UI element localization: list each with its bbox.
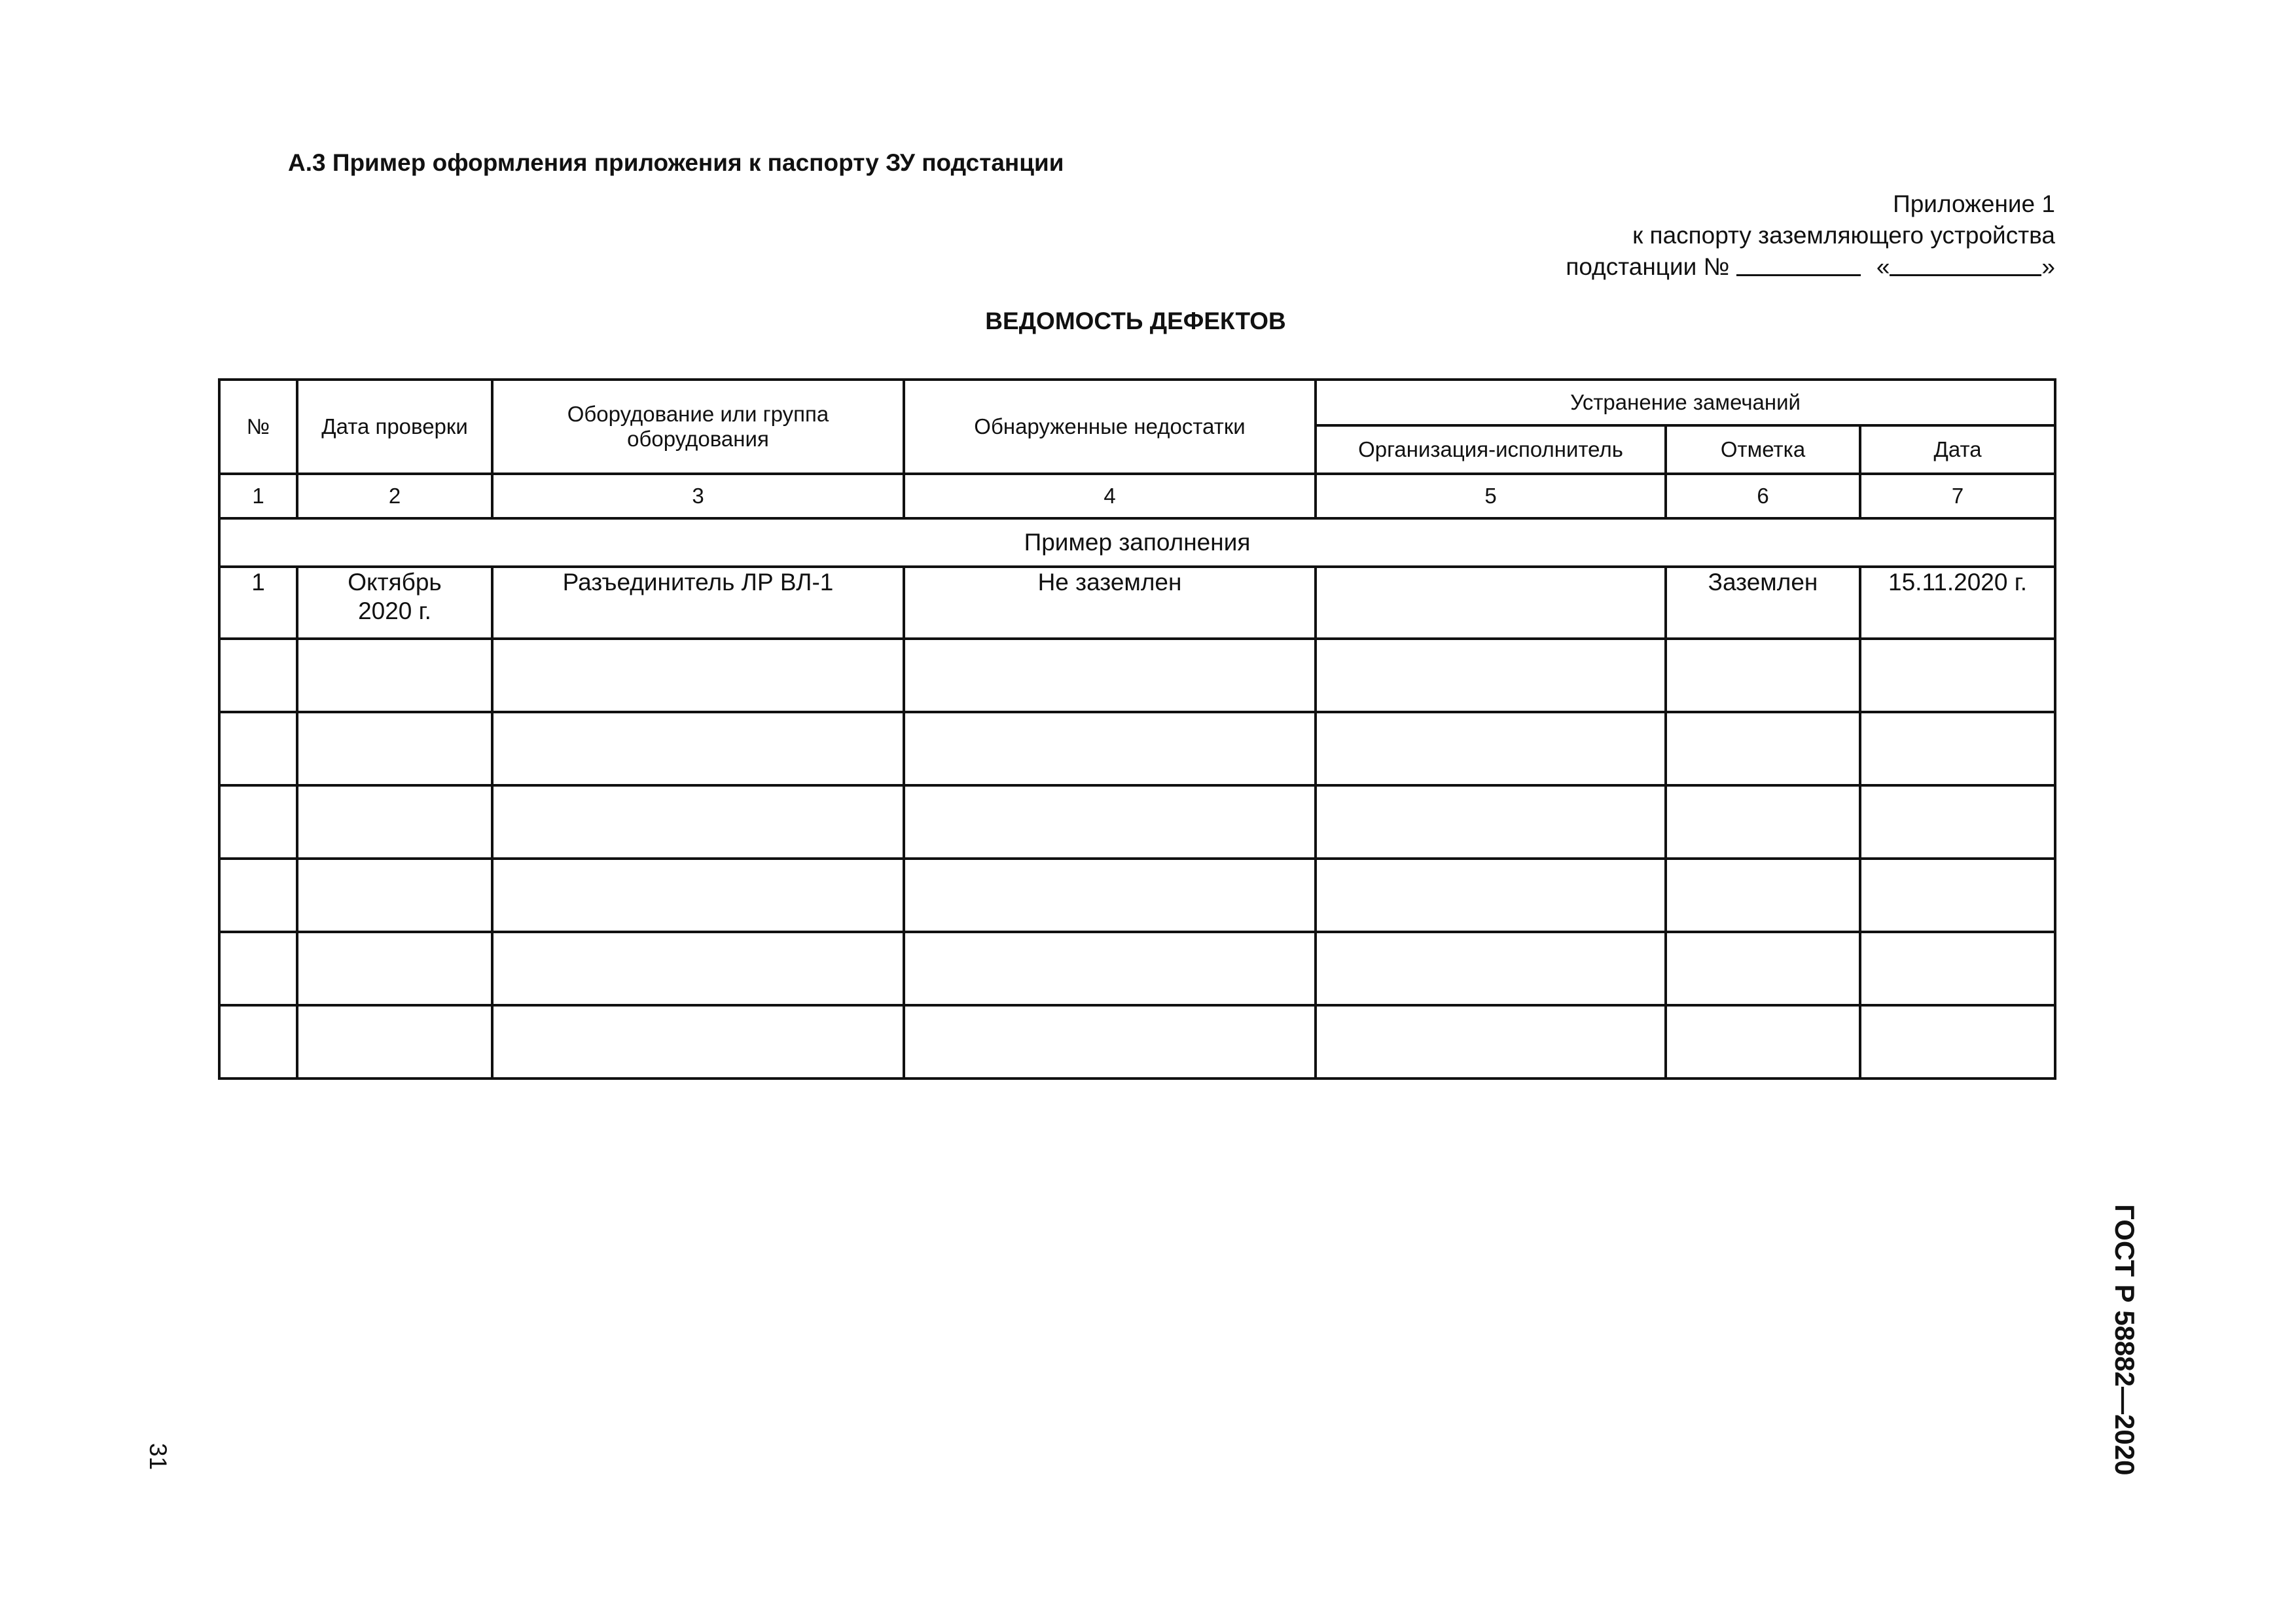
cell-date: 15.11.2020 г.	[1860, 567, 2055, 639]
empty-cell	[1860, 859, 2055, 932]
table-row	[219, 785, 2055, 859]
empty-cell	[1666, 1005, 1860, 1079]
table-row	[219, 567, 2055, 639]
header-remediation: Устранение замечаний	[1316, 380, 2055, 425]
defects-table	[218, 378, 2056, 1080]
empty-cell	[492, 932, 904, 1005]
empty-cell	[492, 712, 904, 785]
document-standard-number: ГОСТ Р 58882—2020	[2109, 1204, 2140, 1476]
empty-cell	[904, 639, 1316, 712]
empty-cell	[492, 785, 904, 859]
appendix-note	[1566, 188, 2055, 283]
empty-cell	[492, 859, 904, 932]
cell-check-date: Октябрь 2020 г.	[297, 567, 492, 639]
table-header-row	[219, 380, 2055, 425]
substation-number-blank	[1736, 252, 1861, 276]
column-number: 1	[219, 474, 297, 518]
page-number	[145, 1443, 211, 1482]
header-date: Дата	[1860, 425, 2055, 474]
empty-cell	[904, 859, 1316, 932]
column-number: 7	[1860, 474, 2055, 518]
empty-cell	[1860, 932, 2055, 1005]
empty-cell	[904, 932, 1316, 1005]
empty-cell	[1316, 785, 1666, 859]
appendix-line-1: Приложение 1	[1893, 190, 2055, 217]
page-number-label: 31	[145, 1443, 171, 1471]
header-defects-found: Обнаруженные недостатки	[904, 380, 1316, 474]
cell-number: 1	[219, 567, 297, 639]
substation-name-blank	[1890, 252, 2041, 276]
empty-cell	[904, 712, 1316, 785]
table-row	[219, 1005, 2055, 1079]
header-mark: Отметка	[1666, 425, 1860, 474]
empty-cell	[1316, 1005, 1666, 1079]
document-title: ВЕДОМОСТЬ ДЕФЕКТОВ	[985, 308, 1286, 334]
empty-cell	[904, 1005, 1316, 1079]
empty-cell	[1666, 785, 1860, 859]
empty-cell	[1666, 932, 1860, 1005]
header-number: №	[219, 380, 297, 474]
cell-mark: Заземлен	[1666, 567, 1860, 639]
column-number: 4	[904, 474, 1316, 518]
table-row	[219, 712, 2055, 785]
empty-cell	[297, 859, 492, 932]
table-row	[219, 639, 2055, 712]
empty-cell	[1666, 712, 1860, 785]
empty-cell	[219, 932, 297, 1005]
empty-cell	[1316, 932, 1666, 1005]
empty-cell	[1316, 639, 1666, 712]
empty-cell	[1666, 639, 1860, 712]
quote-open: «	[1876, 253, 1890, 280]
empty-cell	[297, 639, 492, 712]
empty-cell	[219, 859, 297, 932]
quote-close: »	[2041, 253, 2055, 280]
section-heading: А.3 Пример оформления приложения к паспорту ЗУ подстанции	[288, 149, 1064, 176]
cell-defects-found: Не заземлен	[904, 567, 1316, 639]
cell-contractor	[1316, 567, 1666, 639]
cell-equipment: Разъединитель ЛР ВЛ-1	[492, 567, 904, 639]
header-equipment: Оборудование или группа оборудования	[492, 380, 904, 474]
header-check-date: Дата проверки	[297, 380, 492, 474]
column-number: 3	[492, 474, 904, 518]
header-contractor: Организация-исполнитель	[1316, 425, 1666, 474]
empty-cell	[492, 1005, 904, 1079]
empty-cell	[904, 785, 1316, 859]
appendix-line-2: к паспорту заземляющего устройства	[1632, 222, 2055, 249]
empty-cell	[1860, 1005, 2055, 1079]
empty-cell	[297, 712, 492, 785]
example-label-row	[219, 518, 2055, 567]
side-document-id	[2109, 1204, 2160, 1492]
empty-cell	[219, 639, 297, 712]
empty-cell	[1860, 785, 2055, 859]
table-row	[219, 932, 2055, 1005]
substation-number-label: подстанции №	[1566, 253, 1730, 280]
empty-cell	[1316, 859, 1666, 932]
column-number: 2	[297, 474, 492, 518]
column-number: 6	[1666, 474, 1860, 518]
empty-cell	[297, 932, 492, 1005]
column-number-row	[219, 474, 2055, 518]
empty-cell	[1860, 712, 2055, 785]
empty-cell	[297, 1005, 492, 1079]
empty-cell	[1666, 859, 1860, 932]
empty-cell	[492, 639, 904, 712]
empty-cell	[219, 785, 297, 859]
example-label: Пример заполнения	[219, 518, 2055, 567]
empty-cell	[219, 712, 297, 785]
empty-cell	[297, 785, 492, 859]
empty-cell	[1860, 639, 2055, 712]
empty-cell	[1316, 712, 1666, 785]
appendix-line-3	[1566, 251, 2055, 283]
empty-cell	[219, 1005, 297, 1079]
table-row	[219, 859, 2055, 932]
column-number: 5	[1316, 474, 1666, 518]
